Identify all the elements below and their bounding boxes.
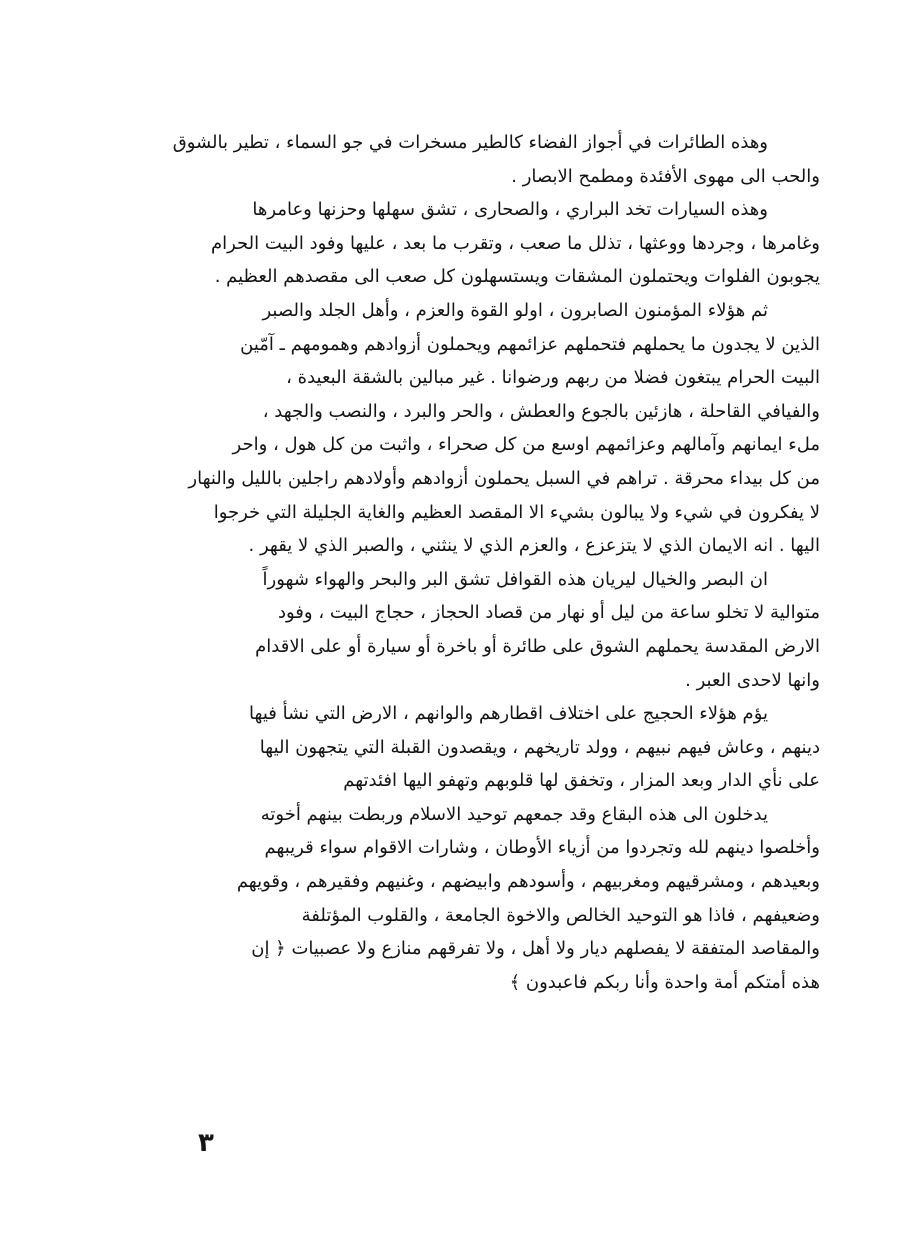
paragraph-cars xyxy=(150,193,820,294)
text-line: هذه أمتكم أمة واحدة وأنا ربكم فاعبدون ﴾ xyxy=(509,971,820,993)
text-line: وانها لاحدى العبر . xyxy=(685,669,820,691)
text-line: يجوبون الفلوات ويحتملون المشقات ويستسهلون كل صعب الى مقصدهم العظيم . xyxy=(214,266,820,288)
body-text xyxy=(150,126,820,999)
text-line: ان البصر والخيال ليريان هذه القوافل تشق البر والبحر والهواء شهوراً xyxy=(262,568,768,590)
text-line: ملء ايمانهم وآمالهم وعزائمهم اوسع من كل صحراء ، واثبت من كل هول ، واحر xyxy=(232,434,820,456)
text-line: الذين لا يجدون ما يحملهم فتحملهم عزائمهم ويحملون أزوادهم وهمومهم ـ آمّين xyxy=(240,333,820,355)
paragraph-believers xyxy=(150,294,820,563)
text-line: لا يفكرون في شيء ولا يبالون بشيء الا المقصد العظيم والغاية الجليلة التي خرجوا xyxy=(213,501,820,523)
text-line: يدخلون الى هذه البقاع وقد جمعهم توحيد الاسلام وربطت بينهم أخوته xyxy=(260,803,768,825)
text-line: وهذه الطائرات في أجواز الفضاء كالطير مسخرات في جو السماء ، تطير بالشوق xyxy=(172,132,768,153)
paragraph-caravans xyxy=(150,563,820,697)
text-line: البيت الحرام يبتغون فضلا من ربهم ورضوانا . غير مبالين بالشقة البعيدة ، xyxy=(286,367,820,389)
text-line: وهذه السيارات تخد البراري ، والصحارى ، تشق سهلها وحزنها وعامرها xyxy=(252,199,768,221)
text-line: يؤم هؤلاء الحجيج على اختلاف اقطارهم والوانهم ، الارض التي نشأ فيها xyxy=(249,703,768,725)
text-line: وضعيفهم ، فاذا هو التوحيد الخالص والاخوة الجامعة ، والقلوب المؤتلفة xyxy=(301,904,820,926)
page-number: ٣ xyxy=(198,1128,214,1158)
text-line: اليها . انه الايمان الذي لا يتزعزع ، والعزم الذي لا ينثني ، والصبر الذي لا يقهر . xyxy=(248,535,820,557)
text-line: والفيافي القاحلة ، هازئين بالجوع والعطش ، والحر والبرد ، والنصب والجهد ، xyxy=(262,400,820,422)
text-line: دينهم ، وعاش فيهم نبيهم ، وولد تاريخهم ، ويقصدون القبلة التي يتجهون اليها xyxy=(259,736,820,758)
text-line: الارض المقدسة يحملهم الشوق على طائرة أو باخرة أو سيارة أو على الاقدام xyxy=(255,635,820,657)
text-line: وبعيدهم ، ومشرقيهم ومغربيهم ، وأسودهم وابيضهم ، وغنيهم وفقيرهم ، وقويهم xyxy=(236,871,820,893)
text-line: وغامرها ، وجردها ووعثها ، تذلل ما صعب ، وتقرب ما بعد ، عليها وفود البيت الحرام xyxy=(210,232,820,254)
text-line: والحب الى مهوى الأفئدة ومطمح الابصار . xyxy=(511,165,820,187)
text-line: من كل بيداء محرقة . تراهم في السبل يحملون أزوادهم وأولادهم راجلين بالليل والنهار xyxy=(188,467,820,489)
text-line: وأخلصوا دينهم لله وتجردوا من أزياء الأوطان ، وشارات الاقوام سواء قريبهم xyxy=(264,837,820,859)
text-line: والمقاصد المتفقة لا يفصلهم ديار ولا أهل ، ولا تفرقهم منازع ولا عصبيات ﴿ إن xyxy=(251,938,820,960)
text-line: متوالية لا تخلو ساعة من ليل أو نهار من قصاد الحجاز ، حجاج البيت ، وفود xyxy=(277,602,820,624)
text-line: على نأي الدار وبعد المزار ، وتخفق لها قلوبهم وتهفو اليها افئدتهم xyxy=(343,770,820,792)
paragraph-pilgrims xyxy=(150,697,820,798)
paragraph-unity xyxy=(150,798,820,1000)
paragraph-aircraft xyxy=(150,126,820,193)
text-line: ثم هؤلاء المؤمنون الصابرون ، اولو القوة والعزم ، وأهل الجلد والصبر xyxy=(262,299,768,321)
